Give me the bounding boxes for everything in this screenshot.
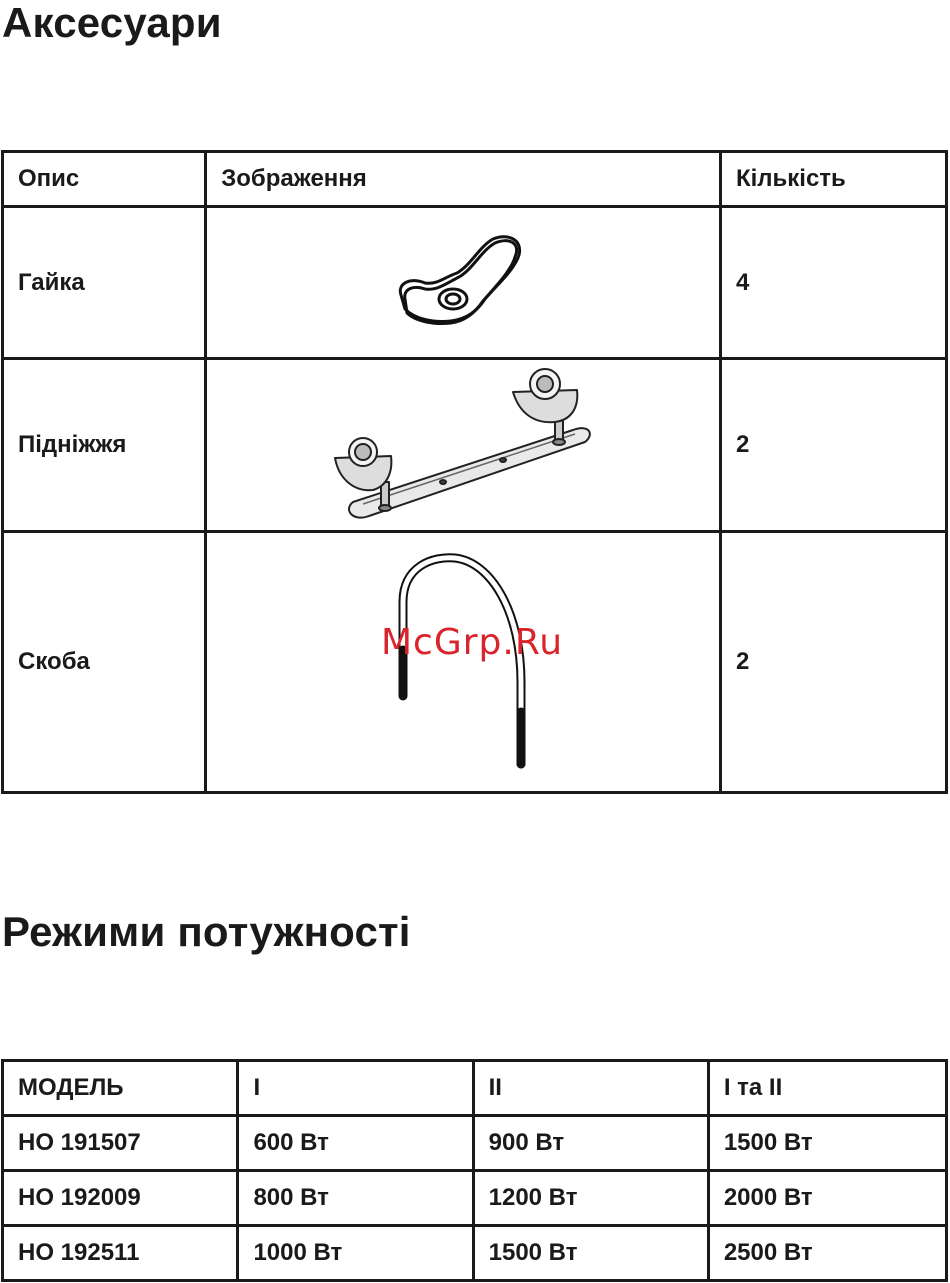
wing-nut-icon (393, 233, 533, 333)
image-cell (206, 207, 721, 359)
image-cell (206, 359, 721, 532)
caster-base-icon (323, 362, 603, 528)
model-cell: HO 191507 (3, 1116, 238, 1171)
table-row (3, 1226, 947, 1281)
power-cell: 800 Вт (238, 1171, 473, 1226)
row-quantity: 2 (720, 532, 946, 793)
header-mode-2: II (473, 1061, 708, 1116)
u-bracket-icon (393, 552, 533, 772)
power-cell: 600 Вт (238, 1116, 473, 1171)
model-cell: HO 192511 (3, 1226, 238, 1281)
row-description: Гайка (3, 207, 206, 359)
power-cell: 1200 Вт (473, 1171, 708, 1226)
power-cell: 1000 Вт (238, 1226, 473, 1281)
table-row (3, 1171, 947, 1226)
accessories-table (1, 150, 948, 794)
watermark-text: McGrp.Ru (381, 622, 564, 663)
power-modes-table (1, 1059, 948, 1282)
header-model: МОДЕЛЬ (3, 1061, 238, 1116)
power-header-row (3, 1061, 947, 1116)
header-mode-1-2: I та II (708, 1061, 946, 1116)
image-cell (206, 532, 721, 793)
power-cell: 2500 Вт (708, 1226, 946, 1281)
power-modes-title: Режими потужності (2, 908, 411, 955)
header-image: Зображення (206, 152, 721, 207)
power-cell: 900 Вт (473, 1116, 708, 1171)
header-description: Опис (3, 152, 206, 207)
row-description: Підніжжя (3, 359, 206, 532)
header-quantity: Кількість (720, 152, 946, 207)
table-row (3, 207, 947, 359)
table-row (3, 1116, 947, 1171)
accessories-header-row (3, 152, 947, 207)
table-row (3, 359, 947, 532)
row-description: Скоба (3, 532, 206, 793)
accessories-title: Аксесуари (2, 0, 222, 46)
header-mode-1: I (238, 1061, 473, 1116)
power-cell: 2000 Вт (708, 1171, 946, 1226)
row-quantity: 2 (720, 359, 946, 532)
model-cell: HO 192009 (3, 1171, 238, 1226)
power-cell: 1500 Вт (473, 1226, 708, 1281)
power-cell: 1500 Вт (708, 1116, 946, 1171)
row-quantity: 4 (720, 207, 946, 359)
table-row (3, 532, 947, 793)
